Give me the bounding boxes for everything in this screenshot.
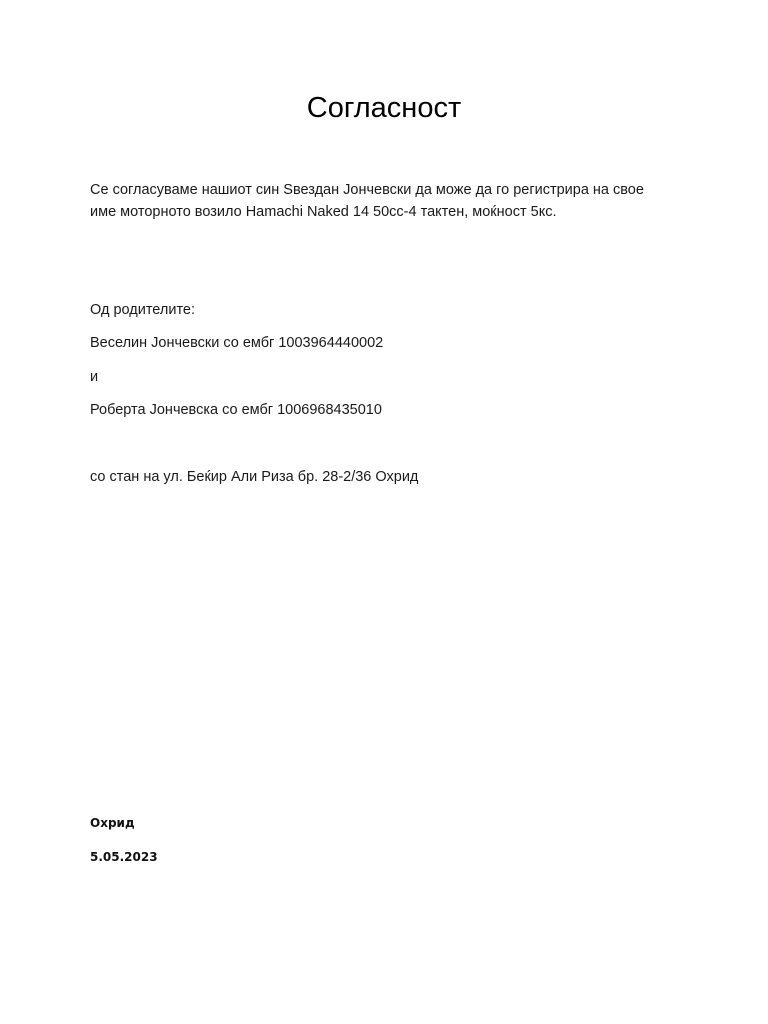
consent-line-1: Се согласуваме нашиот син Ѕвездан Јончевски да може да го регистрира на свое xyxy=(90,182,644,198)
place: Охрид xyxy=(90,816,135,830)
parent-mother: Роберта Јончевска со ембг 1006968435010 xyxy=(90,402,382,418)
consent-line-2: име моторното возило Hamachi Naked 14 50cc-4 тактен, моќност 5кс. xyxy=(90,204,557,220)
parent-father: Веселин Јончевски со ембг 1003964440002 xyxy=(90,335,384,351)
document-title: Согласност xyxy=(306,92,462,124)
address-line: со стан на ул. Беќир Али Риза бр. 28-2/36 Охрид xyxy=(90,469,419,485)
conjunction: и xyxy=(90,369,99,385)
consent-paragraph xyxy=(90,179,644,223)
date: 5.05.2023 xyxy=(90,850,158,864)
parents-label: Од родителите: xyxy=(90,302,196,318)
